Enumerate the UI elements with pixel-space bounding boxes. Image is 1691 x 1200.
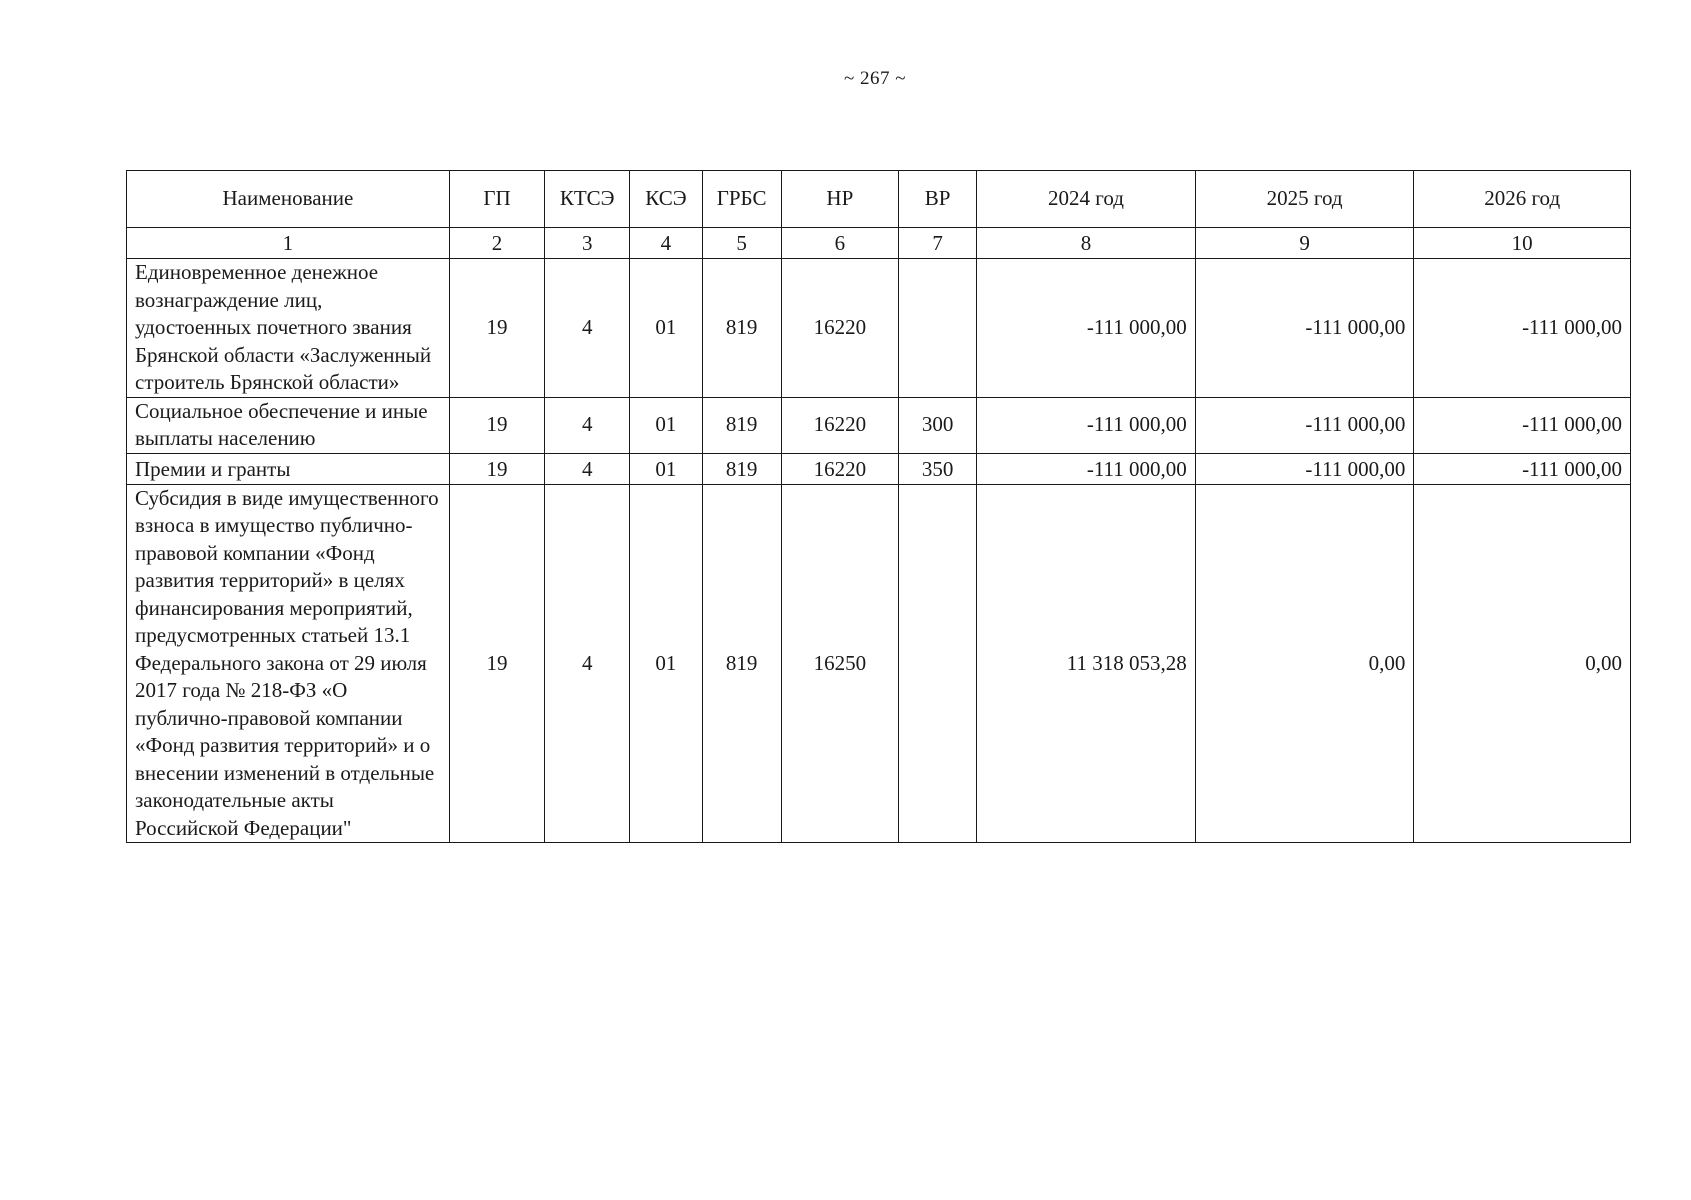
column-number: 10 <box>1414 228 1631 259</box>
row-amount-2025: -111 000,00 <box>1195 259 1414 398</box>
row-nr: 16220 <box>781 259 898 398</box>
row-amount-2026: -111 000,00 <box>1414 397 1631 453</box>
row-nr: 16220 <box>781 453 898 484</box>
row-name: Социальное обеспечение и иные выплаты населению <box>127 397 450 453</box>
column-number: 3 <box>545 228 630 259</box>
column-number: 8 <box>977 228 1196 259</box>
row-ktse: 4 <box>545 397 630 453</box>
row-amount-2025: -111 000,00 <box>1195 453 1414 484</box>
row-amount-2025: -111 000,00 <box>1195 397 1414 453</box>
header-kse: КСЭ <box>630 171 702 228</box>
table-row <box>127 453 1631 484</box>
row-kse: 01 <box>630 453 702 484</box>
column-number-row <box>127 228 1631 259</box>
row-vr: 350 <box>899 453 977 484</box>
row-amount-2026: -111 000,00 <box>1414 259 1631 398</box>
row-ktse: 4 <box>545 259 630 398</box>
row-nr: 16250 <box>781 484 898 843</box>
header-2024: 2024 год <box>977 171 1196 228</box>
page-number: ~ 267 ~ <box>843 68 907 89</box>
header-2026: 2026 год <box>1414 171 1631 228</box>
table-row <box>127 259 1631 398</box>
row-vr: 300 <box>899 397 977 453</box>
column-number: 4 <box>630 228 702 259</box>
row-amount-2025: 0,00 <box>1195 484 1414 843</box>
header-nr: НР <box>781 171 898 228</box>
row-gp: 19 <box>449 484 544 843</box>
column-number: 5 <box>702 228 781 259</box>
row-vr <box>899 484 977 843</box>
row-kse: 01 <box>630 484 702 843</box>
row-gp: 19 <box>449 259 544 398</box>
table-row <box>127 484 1631 843</box>
row-amount-2024: -111 000,00 <box>977 453 1196 484</box>
header-2025: 2025 год <box>1195 171 1414 228</box>
row-grbs: 819 <box>702 259 781 398</box>
column-number: 9 <box>1195 228 1414 259</box>
row-nr: 16220 <box>781 397 898 453</box>
column-number: 7 <box>899 228 977 259</box>
row-kse: 01 <box>630 397 702 453</box>
header-vr: ВР <box>899 171 977 228</box>
budget-table <box>126 170 1631 843</box>
row-amount-2024: 11 318 053,28 <box>977 484 1196 843</box>
row-gp: 19 <box>449 397 544 453</box>
column-number: 1 <box>127 228 450 259</box>
row-amount-2026: -111 000,00 <box>1414 453 1631 484</box>
row-grbs: 819 <box>702 397 781 453</box>
row-gp: 19 <box>449 453 544 484</box>
row-ktse: 4 <box>545 484 630 843</box>
row-kse: 01 <box>630 259 702 398</box>
row-ktse: 4 <box>545 453 630 484</box>
row-name: Субсидия в виде имущественного взноса в имущество публично-правовой компании «Фонд развития территорий» в целях финансирования мероприятий, предусмотренных статьей 13.1 Федерального закона от 29 июля 2017 года № 218-ФЗ «О публично-правовой компании «Фонд развития территорий» и о внесении изменений в отдельные законодательные акты Российской Федерации" <box>127 484 450 843</box>
row-grbs: 819 <box>702 453 781 484</box>
column-number: 6 <box>781 228 898 259</box>
row-grbs: 819 <box>702 484 781 843</box>
row-vr <box>899 259 977 398</box>
header-ktse: КТСЭ <box>545 171 630 228</box>
row-amount-2024: -111 000,00 <box>977 259 1196 398</box>
row-amount-2024: -111 000,00 <box>977 397 1196 453</box>
table-row <box>127 397 1631 453</box>
row-amount-2026: 0,00 <box>1414 484 1631 843</box>
row-name: Единовременное денежное вознаграждение лиц, удостоенных почетного звания Брянской области «Заслуженный строитель Брянской области» <box>127 259 450 398</box>
row-name: Премии и гранты <box>127 453 450 484</box>
header-name: Наименование <box>127 171 450 228</box>
header-grbs: ГРБС <box>702 171 781 228</box>
column-number: 2 <box>449 228 544 259</box>
header-row <box>127 171 1631 228</box>
header-gp: ГП <box>449 171 544 228</box>
